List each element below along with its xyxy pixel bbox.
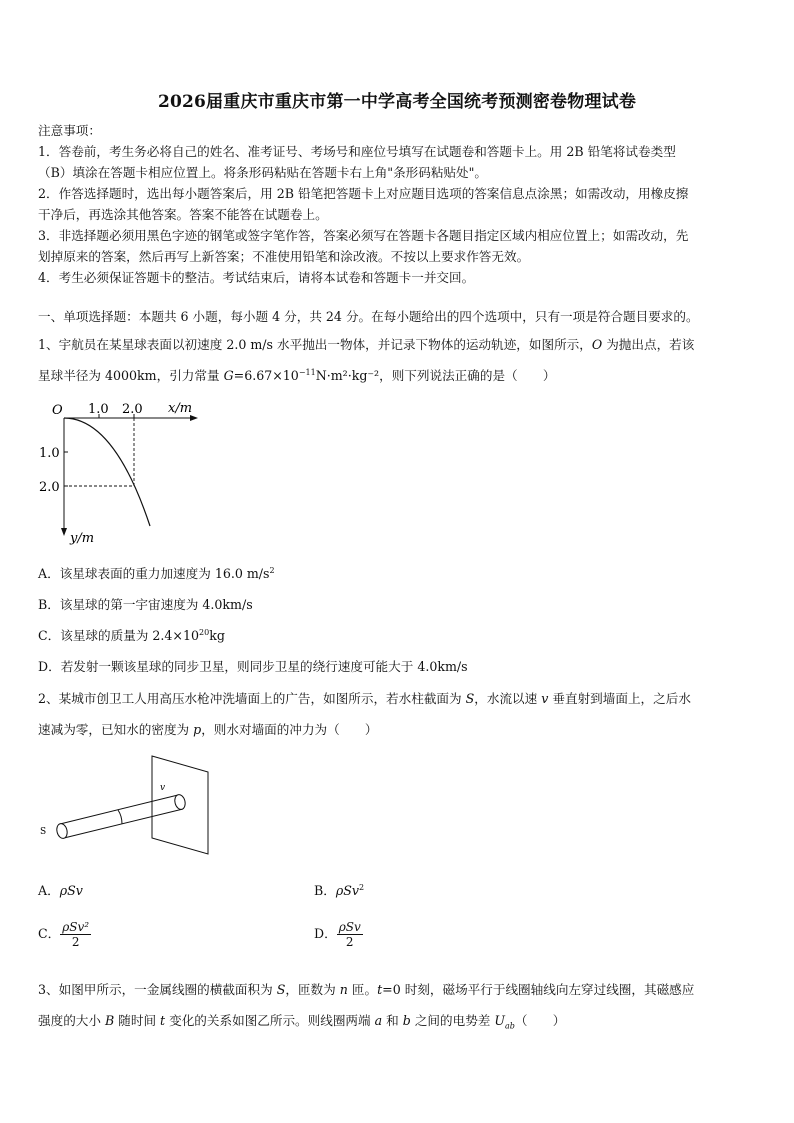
q3-s-symbol: S xyxy=(276,982,286,997)
q2-stem-text: 垂直射到墙面上，之后水 xyxy=(548,691,691,706)
fraction-numerator: ρSv² xyxy=(62,920,90,934)
option-text: A．该星球表面的重力加速度为 16.0 m/s xyxy=(38,566,270,581)
option-superscript: 20 xyxy=(199,627,210,637)
q2-stem-line2 xyxy=(38,719,378,738)
q2-stem-text: ，水流以速 xyxy=(474,691,542,706)
q3-stem-text: 随时间 xyxy=(114,1013,161,1028)
q2-v-symbol: v xyxy=(541,691,549,706)
q3-stem-text: 变化的关系如图乙所示。则线圈两端 xyxy=(165,1013,375,1028)
q2-water-jet-figure xyxy=(38,752,218,856)
fraction xyxy=(337,920,363,949)
notice-line: 2．作答选择题时，选出每小题答案后，用 2B 铅笔把答题卡上对应题目选项的答案信息点涂黑；如需改动，用橡皮擦 xyxy=(38,186,689,201)
q1-stem-text: 1、宇航员在某星球表面以初速度 2.0 m/s 水平抛出一物体，并记录下物体的运动轨迹，如图所示， xyxy=(38,337,592,352)
q2-stem-text: ，则水对墙面的冲力为（ ） xyxy=(201,722,378,737)
option-expression: ρSv xyxy=(335,883,360,898)
q2-option-c xyxy=(38,920,91,949)
option-letter: A． xyxy=(38,883,60,898)
option-letter: B． xyxy=(314,883,336,898)
q1-stem-text: 星球半径为 4000km，引力常量 xyxy=(38,368,224,383)
q3-stem-text: 3、如图甲所示，一金属线圈的横截面积为 xyxy=(38,982,277,997)
section-label: S xyxy=(40,827,47,837)
y-axis-arrow xyxy=(61,528,67,536)
y-axis-label: y/m xyxy=(70,531,95,546)
y-tick-label: 1.0 xyxy=(39,446,60,461)
notice-heading: 注意事项： xyxy=(38,123,101,138)
option-superscript: 2 xyxy=(269,565,275,575)
q3-n-symbol: n xyxy=(339,982,348,997)
q2-stem-text: 速减为零，已知水的密度为 xyxy=(38,722,194,737)
q1-stem-line1 xyxy=(38,334,694,353)
q3-t-symbol: t xyxy=(377,982,383,997)
q3-u-subscript: ab xyxy=(505,1021,515,1031)
origin-label: O xyxy=(52,403,63,418)
q3-stem-text: =0 时刻，磁场平行于线圈轴线向左穿过线圈，其磁感应 xyxy=(382,982,695,997)
section-heading: 一、单项选择题：本题共 6 小题，每小题 4 分，共 24 分。在每小题给出的四个选项中，只有一项是符合题目要求的。 xyxy=(38,309,699,324)
option-letter: D． xyxy=(314,926,337,941)
q2-option-a xyxy=(38,880,83,899)
fraction-denominator: 2 xyxy=(345,935,354,949)
page-title: 2026届重庆市重庆市第一中学高考全国统考预测密卷物理试卷 xyxy=(157,92,637,112)
x-tick-label: 2.0 xyxy=(122,402,143,417)
q3-stem-line1 xyxy=(38,979,694,998)
q1-g-symbol: G xyxy=(223,368,234,383)
notice-line: 4．考生必须保证答题卡的整洁。考试结束后，请将本试卷和答题卡一并交回。 xyxy=(38,270,475,285)
q1-stem-text: 为抛出点，若该 xyxy=(602,337,695,352)
fraction-denominator: 2 xyxy=(71,935,80,949)
notice-line: 干净后，再选涂其他答案。答案不能答在试题卷上。 xyxy=(38,207,328,222)
q3-b-symbol: B xyxy=(104,1013,115,1028)
notice-line: 3．非选择题必须用黑色字迹的钢笔或签字笔作答，答案必须写在答题卡各题目指定区域内相应位置上；如需改动，先 xyxy=(38,228,689,243)
q1-option-c xyxy=(38,625,225,644)
option-superscript: 2 xyxy=(359,882,365,892)
notice-line: 划掉原来的答案，然后再写上新答案；不准使用铅笔和涂改液。不按以上要求作答无效。 xyxy=(38,249,530,264)
q2-option-b xyxy=(314,880,364,899)
q3-stem-text: 强度的大小 xyxy=(38,1013,105,1028)
option-letter: C． xyxy=(38,926,61,941)
q3-stem-text: 和 xyxy=(382,1013,403,1028)
q1-stem-line2 xyxy=(38,365,555,384)
q3-stem-text: ，匝数为 xyxy=(285,982,340,997)
q2-stem-text: 2、某城市创卫工人用高压水枪冲洗墙面上的广告，如图所示，若水柱截面为 xyxy=(38,691,466,706)
x-axis-label: x/m xyxy=(168,401,193,416)
q2-option-d xyxy=(314,920,363,949)
x-tick-label: 1.0 xyxy=(88,402,109,417)
q1-option-d: D．若发射一颗该星球的同步卫星，则同步卫星的绕行速度可能大于 4.0km/s xyxy=(38,659,468,674)
q2-stem-line1 xyxy=(38,688,691,707)
q3-a-symbol: a xyxy=(374,1013,383,1028)
q2-rho-symbol: p xyxy=(193,722,202,737)
fraction xyxy=(60,920,91,949)
notice-line: 1．答卷前，考生务必将自己的姓名、准考证号、考场号和座位号填写在试题卷和答题卡上。用 2B 铅笔将试卷类型 xyxy=(38,144,676,159)
velocity-label: v xyxy=(160,783,166,793)
q3-b-terminal-symbol: b xyxy=(402,1013,411,1028)
trajectory-curve xyxy=(64,418,150,526)
jet-section-mark xyxy=(118,810,122,824)
q2-s-symbol: S xyxy=(465,691,475,706)
q3-stem-text: 之间的电势差 xyxy=(410,1013,495,1028)
q3-u-symbol: U xyxy=(494,1013,506,1028)
option-expression: ρSv xyxy=(59,883,83,898)
q1-exponent: −11 xyxy=(298,367,316,377)
q1-option-a xyxy=(38,563,275,582)
q1-stem-text: N·m²·kg⁻²，则下列说法正确的是（ ） xyxy=(315,368,556,383)
q3-stem-line2 xyxy=(38,1010,565,1031)
q1-option-b: B．该星球的第一宇宙速度为 4.0km/s xyxy=(38,597,253,612)
option-text: kg xyxy=(209,628,225,643)
q3-stem-text: （ ） xyxy=(514,1013,566,1028)
notice-line: （B）填涂在答题卡相应位置上。将条形码粘贴在答题卡右上角"条形码粘贴处"。 xyxy=(38,165,488,180)
y-tick-label: 2.0 xyxy=(39,480,60,495)
q3-t-symbol: t xyxy=(160,1013,166,1028)
option-text: C．该星球的质量为 2.4×10 xyxy=(38,628,199,643)
q1-stem-text: =6.67×10 xyxy=(233,368,299,383)
q1-trajectory-figure xyxy=(36,392,216,550)
q3-stem-text: 匝。 xyxy=(347,982,378,997)
fraction-numerator: ρSv xyxy=(338,920,361,934)
q1-origin-symbol: O xyxy=(591,337,603,352)
